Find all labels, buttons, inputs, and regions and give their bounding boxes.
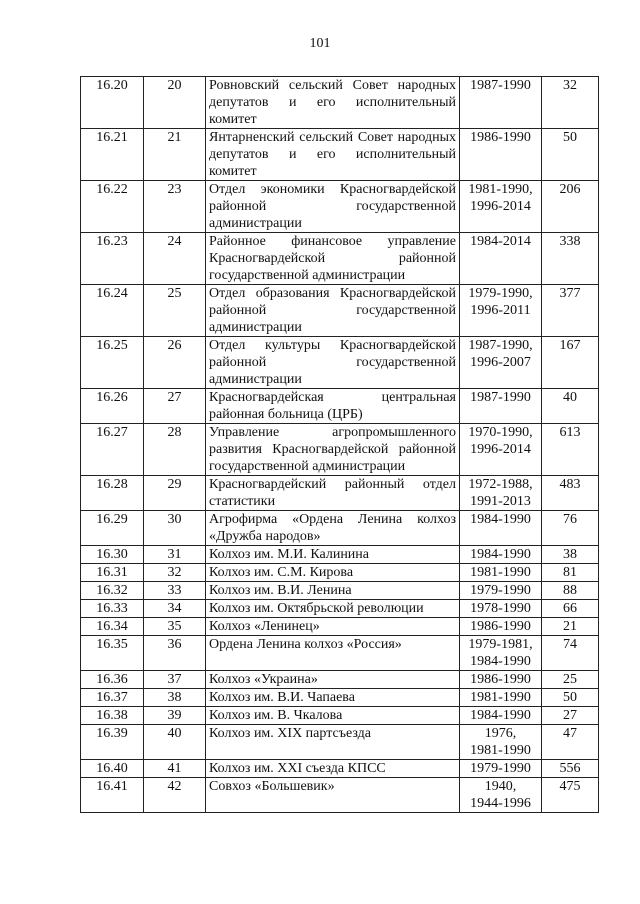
years-line: 1979-1990: [470, 761, 531, 776]
years-cell: [460, 725, 542, 760]
fund-number-cell: 39: [144, 707, 206, 725]
years-cell: [460, 77, 542, 129]
years-cell: [460, 285, 542, 337]
years-cell: [460, 233, 542, 285]
item-count-cell: 25: [542, 671, 599, 689]
years-cell: [460, 618, 542, 636]
fund-name-cell: Совхоз «Большевик»: [206, 778, 460, 813]
row-number-cell: 16.35: [81, 636, 144, 671]
item-count-cell: 40: [542, 389, 599, 424]
fund-number-cell: 42: [144, 778, 206, 813]
years-line: 1976,: [484, 726, 517, 741]
table-row: [81, 689, 599, 707]
table-row: [81, 424, 599, 476]
years-line: 1986-1990: [470, 672, 531, 687]
row-number-cell: 16.23: [81, 233, 144, 285]
fund-name-cell: Колхоз им. Октябрьской революции: [206, 600, 460, 618]
fund-name-cell: Ровновский сельский Совет народных депутатов и его исполнительный комитет: [206, 77, 460, 129]
item-count-cell: 47: [542, 725, 599, 760]
years-cell: [460, 424, 542, 476]
years-line: 1984-1990: [470, 547, 531, 562]
fund-number-cell: 25: [144, 285, 206, 337]
years-line: 1996-2014: [470, 442, 531, 457]
fund-name-cell: Красногвардейская центральная районная больница (ЦРБ): [206, 389, 460, 424]
archive-fund-table: [80, 76, 599, 813]
fund-name-cell: Колхоз «Ленинец»: [206, 618, 460, 636]
fund-number-cell: 40: [144, 725, 206, 760]
fund-number-cell: 28: [144, 424, 206, 476]
fund-number-cell: 20: [144, 77, 206, 129]
table-row: [81, 476, 599, 511]
row-number-cell: 16.38: [81, 707, 144, 725]
years-line: 1996-2014: [470, 199, 531, 214]
fund-number-cell: 24: [144, 233, 206, 285]
fund-number-cell: 34: [144, 600, 206, 618]
fund-name-cell: Управление агропромышленного развития Красногвардейской районной государственной администрации: [206, 424, 460, 476]
fund-name-cell: Колхоз им. М.И. Калинина: [206, 546, 460, 564]
table-row: [81, 636, 599, 671]
fund-name-cell: Колхоз им. XXI съезда КПСС: [206, 760, 460, 778]
years-cell: [460, 564, 542, 582]
fund-number-cell: 21: [144, 129, 206, 181]
table-row: [81, 511, 599, 546]
table-row: [81, 233, 599, 285]
fund-number-cell: 27: [144, 389, 206, 424]
years-cell: [460, 582, 542, 600]
table-row: [81, 671, 599, 689]
years-cell: [460, 546, 542, 564]
item-count-cell: 74: [542, 636, 599, 671]
fund-number-cell: 33: [144, 582, 206, 600]
years-line: 1979-1990,: [468, 286, 533, 301]
years-line: 1972-1988,: [468, 477, 533, 492]
years-cell: [460, 600, 542, 618]
table-row: [81, 285, 599, 337]
years-cell: [460, 337, 542, 389]
item-count-cell: 377: [542, 285, 599, 337]
row-number-cell: 16.36: [81, 671, 144, 689]
fund-number-cell: 32: [144, 564, 206, 582]
years-line: 1979-1981,: [468, 637, 533, 652]
fund-number-cell: 36: [144, 636, 206, 671]
row-number-cell: 16.40: [81, 760, 144, 778]
item-count-cell: 483: [542, 476, 599, 511]
item-count-cell: 76: [542, 511, 599, 546]
fund-name-cell: Красногвардейский районный отдел статистики: [206, 476, 460, 511]
row-number-cell: 16.27: [81, 424, 144, 476]
years-line: 1944-1996: [470, 796, 531, 811]
row-number-cell: 16.29: [81, 511, 144, 546]
item-count-cell: 32: [542, 77, 599, 129]
years-line: 1978-1990: [470, 601, 531, 616]
years-line: 1987-1990: [470, 78, 531, 93]
fund-number-cell: 23: [144, 181, 206, 233]
table-row: [81, 546, 599, 564]
fund-number-cell: 31: [144, 546, 206, 564]
fund-name-cell: Отдел культуры Красногвардейской районной государственной администрации: [206, 337, 460, 389]
row-number-cell: 16.21: [81, 129, 144, 181]
years-cell: [460, 129, 542, 181]
years-cell: [460, 707, 542, 725]
fund-name-cell: Янтарненский сельский Совет народных депутатов и его исполнительный комитет: [206, 129, 460, 181]
item-count-cell: 27: [542, 707, 599, 725]
years-line: 1940,: [484, 779, 517, 794]
fund-number-cell: 29: [144, 476, 206, 511]
years-line: 1979-1990: [470, 583, 531, 598]
fund-name-cell: Колхоз им. В. Чкалова: [206, 707, 460, 725]
item-count-cell: 88: [542, 582, 599, 600]
years-line: 1984-1990: [470, 708, 531, 723]
years-line: 1981-1990: [470, 743, 531, 758]
row-number-cell: 16.25: [81, 337, 144, 389]
item-count-cell: 66: [542, 600, 599, 618]
table-row: [81, 600, 599, 618]
item-count-cell: 206: [542, 181, 599, 233]
years-line: 1991-2013: [470, 494, 531, 509]
row-number-cell: 16.39: [81, 725, 144, 760]
row-number-cell: 16.22: [81, 181, 144, 233]
years-line: 1987-1990: [470, 390, 531, 405]
fund-name-cell: Отдел экономики Красногвардейской районной государственной администрации: [206, 181, 460, 233]
row-number-cell: 16.20: [81, 77, 144, 129]
fund-number-cell: 35: [144, 618, 206, 636]
years-cell: [460, 778, 542, 813]
years-cell: [460, 511, 542, 546]
item-count-cell: 556: [542, 760, 599, 778]
years-line: 1996-2011: [470, 303, 531, 318]
years-cell: [460, 181, 542, 233]
fund-name-cell: Колхоз «Украина»: [206, 671, 460, 689]
fund-name-cell: Колхоз им. В.И. Ленина: [206, 582, 460, 600]
row-number-cell: 16.31: [81, 564, 144, 582]
fund-name-cell: Колхоз им. С.М. Кирова: [206, 564, 460, 582]
table-row: [81, 389, 599, 424]
table-row: [81, 618, 599, 636]
row-number-cell: 16.26: [81, 389, 144, 424]
table-row: [81, 564, 599, 582]
table-row: [81, 760, 599, 778]
fund-name-cell: Колхоз им. В.И. Чапаева: [206, 689, 460, 707]
years-line: 1986-1990: [470, 619, 531, 634]
table-row: [81, 181, 599, 233]
row-number-cell: 16.30: [81, 546, 144, 564]
fund-name-cell: Агрофирма «Ордена Ленина колхоз «Дружба народов»: [206, 511, 460, 546]
years-cell: [460, 760, 542, 778]
item-count-cell: 38: [542, 546, 599, 564]
fund-number-cell: 30: [144, 511, 206, 546]
years-cell: [460, 636, 542, 671]
table-body: [81, 77, 599, 813]
table-row: [81, 129, 599, 181]
item-count-cell: 81: [542, 564, 599, 582]
years-line: 1970-1990,: [468, 425, 533, 440]
row-number-cell: 16.28: [81, 476, 144, 511]
fund-number-cell: 41: [144, 760, 206, 778]
item-count-cell: 50: [542, 689, 599, 707]
item-count-cell: 338: [542, 233, 599, 285]
years-line: 1984-1990: [470, 512, 531, 527]
years-cell: [460, 689, 542, 707]
years-line: 1996-2007: [470, 355, 531, 370]
row-number-cell: 16.37: [81, 689, 144, 707]
years-line: 1981-1990: [470, 690, 531, 705]
item-count-cell: 613: [542, 424, 599, 476]
years-cell: [460, 476, 542, 511]
row-number-cell: 16.32: [81, 582, 144, 600]
table-row: [81, 725, 599, 760]
fund-number-cell: 38: [144, 689, 206, 707]
fund-name-cell: Отдел образования Красногвардейской районной государственной администрации: [206, 285, 460, 337]
fund-name-cell: Районное финансовое управление Красногвардейской районной государственной администрации: [206, 233, 460, 285]
row-number-cell: 16.24: [81, 285, 144, 337]
fund-name-cell: Колхоз им. XIX партсъезда: [206, 725, 460, 760]
years-line: 1981-1990,: [468, 182, 533, 197]
row-number-cell: 16.33: [81, 600, 144, 618]
years-line: 1987-1990,: [468, 338, 533, 353]
item-count-cell: 167: [542, 337, 599, 389]
fund-number-cell: 37: [144, 671, 206, 689]
page-number: 101: [309, 36, 331, 51]
years-cell: [460, 389, 542, 424]
row-number-cell: 16.34: [81, 618, 144, 636]
table-row: [81, 77, 599, 129]
years-line: 1981-1990: [470, 565, 531, 580]
years-line: 1984-1990: [470, 654, 531, 669]
table-row: [81, 707, 599, 725]
item-count-cell: 475: [542, 778, 599, 813]
fund-name-cell: Ордена Ленина колхоз «Россия»: [206, 636, 460, 671]
years-line: 1984-2014: [470, 234, 531, 249]
item-count-cell: 21: [542, 618, 599, 636]
row-number-cell: 16.41: [81, 778, 144, 813]
table-row: [81, 778, 599, 813]
years-line: 1986-1990: [470, 130, 531, 145]
table-row: [81, 582, 599, 600]
fund-number-cell: 26: [144, 337, 206, 389]
years-cell: [460, 671, 542, 689]
item-count-cell: 50: [542, 129, 599, 181]
table-row: [81, 337, 599, 389]
